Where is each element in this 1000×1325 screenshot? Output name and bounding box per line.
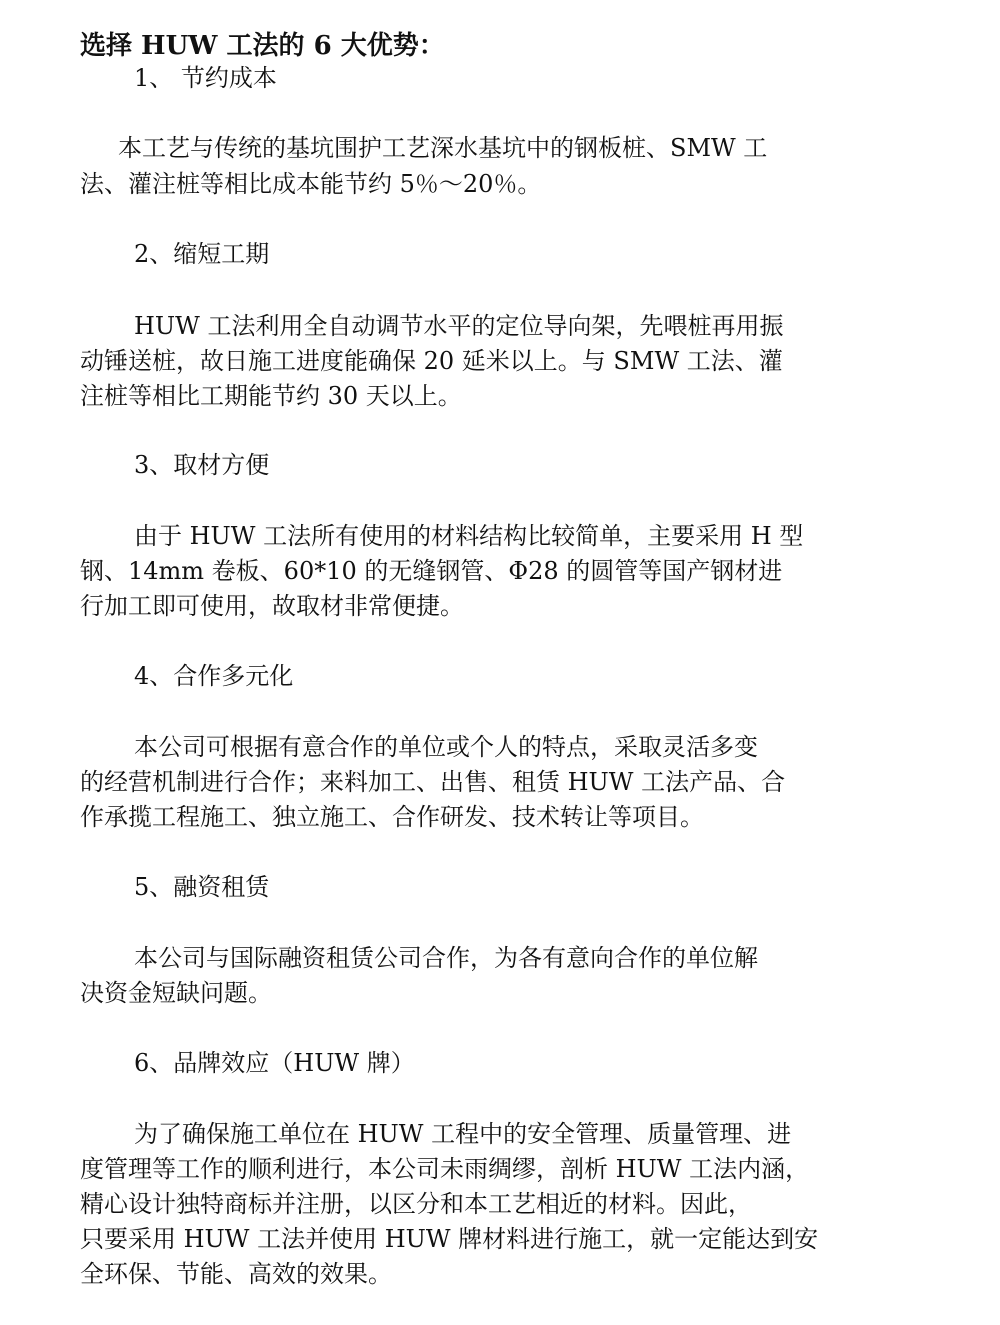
section-5-line-2: 决资金短缺问题。 [80, 979, 272, 1007]
section-4-line-1: 本公司可根据有意合作的单位或个人的特点，采取灵活多变 [134, 733, 758, 761]
section-2-heading: 2、缩短工期 [134, 240, 270, 268]
section-2-line-3: 注桩等相比工期能节约 30 天以上。 [80, 382, 462, 410]
section-4-line-2: 的经营机制进行合作；来料加工、出售、租赁 HUW 工法产品、合 [80, 768, 786, 796]
section-6-line-3: 精心设计独特商标并注册，以区分和本工艺相近的材料。因此， [80, 1190, 752, 1218]
section-3-heading: 3、取材方便 [134, 451, 270, 479]
section-6-heading: 6、品牌效应（HUW 牌） [134, 1049, 415, 1077]
section-6-line-2: 度管理等工作的顺利进行，本公司未雨绸缪，剖析 HUW 工法内涵， [80, 1155, 810, 1183]
document-title: 选择 HUW 工法的 6 大优势： [80, 31, 445, 61]
section-4-line-3: 作承揽工程施工、独立施工、合作研发、技术转让等项目。 [80, 803, 704, 831]
section-3-line-1: 由于 HUW 工法所有使用的材料结构比较简单，主要采用 H 型 [134, 522, 804, 550]
section-2-line-2: 动锤送桩，故日施工进度能确保 20 延米以上。与 SMW 工法、灌 [80, 347, 783, 375]
section-6-line-1: 为了确保施工单位在 HUW 工程中的安全管理、质量管理、进 [134, 1120, 792, 1148]
section-1-heading: 1、 节约成本 [134, 64, 277, 92]
section-1-line-1: 本工艺与传统的基坑围护工艺深水基坑中的钢板桩、SMW 工 [118, 134, 768, 162]
section-6-line-4: 只要采用 HUW 工法并使用 HUW 牌材料进行施工，就一定能达到安 [80, 1225, 819, 1253]
section-5-heading: 5、融资租赁 [134, 873, 270, 901]
section-3-line-3: 行加工即可使用，故取材非常便捷。 [80, 592, 464, 620]
section-6-line-5: 全环保、节能、高效的效果。 [80, 1260, 392, 1288]
section-2-line-1: HUW 工法利用全自动调节水平的定位导向架，先喂桩再用振 [134, 312, 784, 340]
section-1-line-2: 法、灌注桩等相比成本能节约 5％～20％。 [80, 170, 542, 198]
section-4-heading: 4、合作多元化 [134, 662, 294, 690]
section-5-line-1: 本公司与国际融资租赁公司合作，为各有意向合作的单位解 [134, 944, 758, 972]
section-3-line-2: 钢、14mm 卷板、60*10 的无缝钢管、Φ28 的圆管等国产钢材进 [80, 557, 783, 585]
